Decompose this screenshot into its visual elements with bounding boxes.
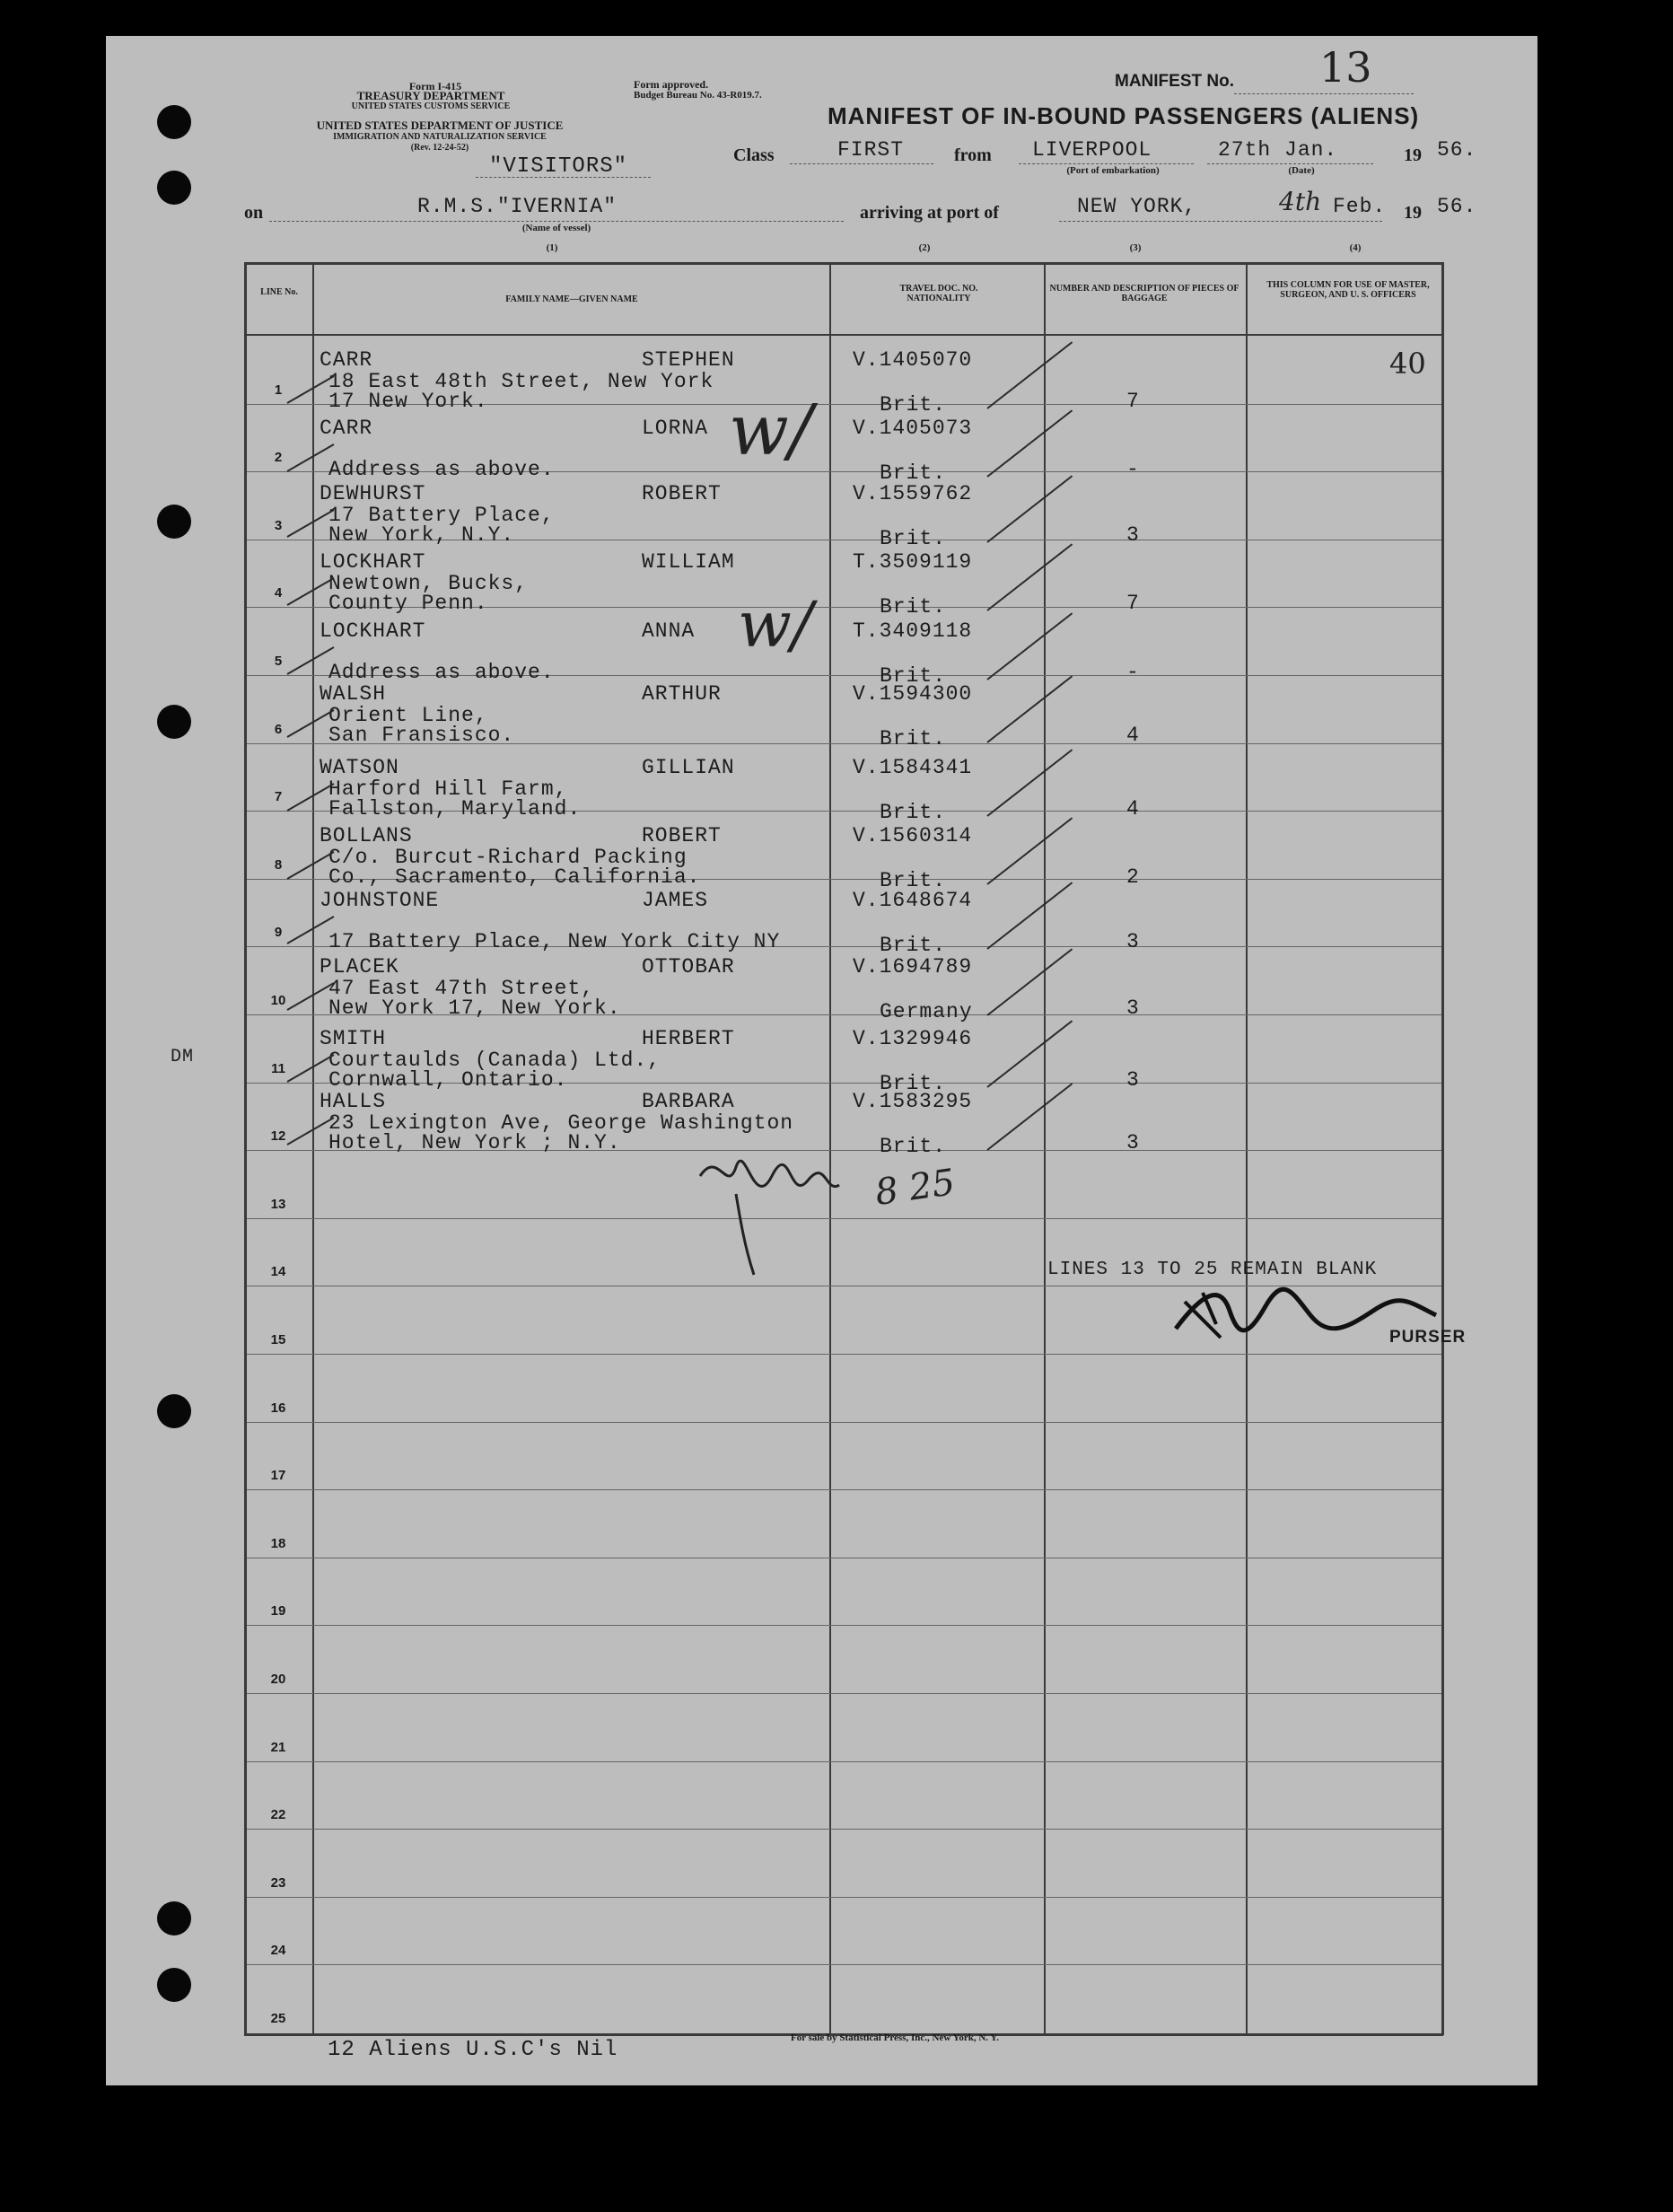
column-header-line-no: LINE No. bbox=[260, 287, 298, 297]
travel-document-number: V.1559762 bbox=[853, 482, 973, 505]
nationality: Brit. bbox=[880, 1135, 947, 1158]
department-line: UNITED STATES CUSTOMS SERVICE bbox=[351, 101, 511, 111]
line-number: 12 bbox=[270, 1128, 286, 1145]
approval-note: Form approved. bbox=[634, 78, 709, 91]
row-divider bbox=[247, 1964, 1441, 1965]
passenger-given-name: STEPHEN bbox=[642, 348, 735, 372]
passenger-family-name: CARR bbox=[320, 348, 373, 372]
passenger-address-line: Fallston, Maryland. bbox=[328, 797, 582, 821]
column-header-name: FAMILY NAME—GIVEN NAME bbox=[505, 294, 638, 304]
passenger-address-line: New York 17, New York. bbox=[328, 996, 621, 1020]
nationality: Brit. bbox=[880, 664, 947, 688]
handwritten-w: w/ bbox=[729, 391, 813, 471]
baggage-count: 3 bbox=[1126, 1131, 1140, 1154]
line-number: 17 bbox=[270, 1468, 286, 1484]
passenger-given-name: ANNA bbox=[642, 619, 696, 643]
arriving-label: arriving at port of bbox=[860, 203, 999, 223]
department-line: TREASURY DEPARTMENT bbox=[356, 89, 505, 102]
passenger-address-line: San Fransisco. bbox=[328, 724, 515, 747]
passenger-address-line: Newtown, Bucks, bbox=[328, 572, 529, 595]
baggage-count: 3 bbox=[1126, 996, 1140, 1020]
date-caption: (Date) bbox=[1288, 165, 1315, 176]
nationality: Brit. bbox=[880, 934, 947, 957]
line-number: 6 bbox=[274, 721, 283, 737]
nationality: Brit. bbox=[880, 527, 947, 550]
travel-document-number: V.1560314 bbox=[853, 824, 973, 847]
nationality: Brit. bbox=[880, 595, 947, 619]
vessel-caption: (Name of vessel) bbox=[521, 223, 591, 233]
line-number: 24 bbox=[270, 1943, 286, 1959]
remain-blank-note: LINES 13 TO 25 REMAIN BLANK bbox=[1047, 1260, 1378, 1280]
line-number: 3 bbox=[274, 517, 283, 533]
manifest-number: 13 bbox=[1319, 43, 1372, 92]
passenger-family-name: WALSH bbox=[320, 682, 387, 706]
passenger-address-line: 17 New York. bbox=[328, 390, 488, 413]
line-number: 14 bbox=[270, 1264, 286, 1280]
year-value: 56. bbox=[1437, 138, 1477, 162]
column-index: (1) bbox=[546, 242, 558, 253]
row-divider bbox=[247, 1354, 1441, 1355]
handwritten-initials bbox=[691, 1140, 853, 1284]
line-number: 9 bbox=[274, 925, 283, 941]
passenger-given-name: WILLIAM bbox=[642, 550, 735, 574]
handwritten-w: w/ bbox=[738, 588, 813, 662]
travel-document-number: V.1594300 bbox=[853, 682, 973, 706]
punch-hole bbox=[157, 1394, 191, 1428]
punch-hole bbox=[157, 1968, 191, 2002]
passenger-address-line: 23 Lexington Ave, George Washington bbox=[328, 1111, 794, 1135]
passenger-address-line: C/o. Burcut-Richard Packing bbox=[328, 846, 688, 869]
year-value: 56. bbox=[1437, 195, 1477, 218]
passenger-family-name: LOCKHART bbox=[320, 550, 426, 574]
line-number: 10 bbox=[270, 993, 286, 1008]
baggage-count: 4 bbox=[1126, 797, 1140, 821]
form-number: Form I-415 bbox=[408, 80, 462, 92]
column-header-officers: THIS COLUMN FOR USE OF MASTER, SURGEON, AND U. S. OFFICERS bbox=[1266, 280, 1430, 300]
travel-document-number: V.1694789 bbox=[853, 955, 973, 979]
arrival-day: 4th bbox=[1279, 187, 1322, 216]
passenger-address-line: Hotel, New York ; N.Y. bbox=[328, 1131, 621, 1154]
passenger-address-line: New York, N.Y. bbox=[328, 523, 515, 547]
passenger-address-line: County Penn. bbox=[328, 592, 488, 615]
punch-hole bbox=[157, 505, 191, 539]
line-number: 2 bbox=[274, 450, 283, 466]
column-index: (2) bbox=[918, 242, 931, 253]
baggage-count: 7 bbox=[1126, 390, 1140, 413]
line-number: 8 bbox=[274, 856, 283, 873]
nationality: Brit. bbox=[880, 1072, 947, 1095]
row-divider bbox=[247, 1489, 1441, 1490]
passenger-given-name: BARBARA bbox=[642, 1090, 735, 1113]
passenger-address-line: 18 East 48th Street, New York bbox=[328, 370, 714, 393]
passenger-address-line: Address as above. bbox=[328, 661, 555, 684]
passenger-address-line: Orient Line, bbox=[328, 704, 488, 727]
alien-count-note: 12 Aliens U.S.C's Nil bbox=[328, 2038, 618, 2062]
travel-document-number: T.3409118 bbox=[853, 619, 973, 643]
line-number: 16 bbox=[270, 1400, 286, 1416]
row-divider bbox=[247, 1829, 1441, 1830]
row-divider bbox=[247, 1422, 1441, 1423]
department-line: UNITED STATES DEPARTMENT OF JUSTICE bbox=[316, 118, 564, 132]
passenger-family-name: HALLS bbox=[320, 1090, 387, 1113]
passenger-address-line: Harford Hill Farm, bbox=[328, 777, 568, 801]
line-number: 18 bbox=[270, 1535, 286, 1551]
arrival-port: NEW YORK, bbox=[1077, 195, 1197, 218]
line-number: 23 bbox=[270, 1874, 286, 1891]
passenger-given-name: HERBERT bbox=[642, 1027, 735, 1050]
line-number: 15 bbox=[270, 1332, 286, 1347]
officer-mark: 40 bbox=[1389, 347, 1426, 381]
document-title: MANIFEST OF IN-BOUND PASSENGERS (ALIENS) bbox=[828, 102, 1420, 129]
column-index: (3) bbox=[1129, 242, 1142, 253]
passenger-address-line: 47 East 47th Street, bbox=[328, 977, 595, 1000]
passenger-address-line: Address as above. bbox=[328, 458, 555, 481]
row-divider bbox=[247, 1625, 1441, 1626]
embarkation-caption: (Port of embarkation) bbox=[1066, 165, 1160, 176]
passenger-address-line: Courtaulds (Canada) Ltd., bbox=[328, 1049, 661, 1072]
column-header-baggage: NUMBER AND DESCRIPTION OF PIECES OF BAGGAGE bbox=[1049, 284, 1239, 303]
handwritten-annotation: 8 25 bbox=[872, 1162, 958, 1214]
punch-hole bbox=[157, 705, 191, 739]
passenger-family-name: LOCKHART bbox=[320, 619, 426, 643]
nationality: Brit. bbox=[880, 393, 947, 417]
arrival-month: Feb. bbox=[1333, 195, 1387, 218]
passenger-given-name: ROBERT bbox=[642, 482, 722, 505]
nationality: Brit. bbox=[880, 727, 947, 750]
margin-note: DM bbox=[171, 1047, 195, 1067]
column-index: (4) bbox=[1349, 242, 1362, 253]
line-number: 20 bbox=[270, 1672, 286, 1687]
punch-hole bbox=[157, 171, 191, 205]
passenger-given-name: ROBERT bbox=[642, 824, 722, 847]
line-number: 5 bbox=[274, 654, 283, 669]
line-number: 13 bbox=[270, 1196, 286, 1212]
port-of-embarkation: LIVERPOOL bbox=[1032, 138, 1152, 162]
line-number: 11 bbox=[271, 1060, 285, 1076]
punch-hole bbox=[157, 1901, 191, 1936]
class-label: Class bbox=[733, 145, 775, 165]
nationality: Brit. bbox=[880, 869, 947, 892]
passenger-family-name: BOLLANS bbox=[320, 824, 413, 847]
baggage-count: 3 bbox=[1126, 930, 1140, 953]
travel-document-number: V.1329946 bbox=[853, 1027, 973, 1050]
passenger-family-name: CARR bbox=[320, 417, 373, 440]
from-label: from bbox=[954, 145, 992, 165]
passenger-family-name: WATSON bbox=[320, 756, 399, 779]
passenger-address-line: Cornwall, Ontario. bbox=[328, 1068, 568, 1092]
passenger-family-name: DEWHURST bbox=[320, 482, 426, 505]
row-divider bbox=[247, 1693, 1441, 1694]
passenger-address-line: 17 Battery Place, bbox=[328, 504, 555, 527]
line-number: 1 bbox=[274, 382, 283, 398]
printer-footer: For sale by Statistical Press, Inc., New York, N. Y. bbox=[790, 2032, 1000, 2043]
baggage-count: 3 bbox=[1126, 1068, 1140, 1092]
baggage-count: 3 bbox=[1126, 523, 1140, 547]
line-number: 4 bbox=[274, 585, 283, 601]
passenger-family-name: PLACEK bbox=[320, 955, 399, 979]
travel-document-number: V.1405070 bbox=[853, 348, 973, 372]
passenger-given-name: JAMES bbox=[642, 889, 709, 912]
class-value: FIRST bbox=[837, 138, 905, 162]
row-divider bbox=[247, 1761, 1441, 1762]
baggage-count: - bbox=[1126, 458, 1140, 481]
baggage-count: 4 bbox=[1126, 724, 1140, 747]
nationality: Brit. bbox=[880, 461, 947, 485]
line-number: 25 bbox=[270, 2011, 286, 2026]
passenger-address-line: 17 Battery Place, New York City NY bbox=[328, 930, 781, 953]
nationality: Germany bbox=[880, 1000, 973, 1023]
departure-date: 27th Jan. bbox=[1218, 138, 1338, 162]
travel-document-number: V.1583295 bbox=[853, 1090, 973, 1113]
travel-document-number: T.3509119 bbox=[853, 550, 973, 574]
passenger-family-name: SMITH bbox=[320, 1027, 387, 1050]
line-number: 7 bbox=[274, 789, 283, 805]
department-line: IMMIGRATION AND NATURALIZATION SERVICE bbox=[333, 132, 547, 142]
column-header-travel-doc: TRAVEL DOC. NO. NATIONALITY bbox=[899, 284, 978, 303]
passenger-given-name: LORNA bbox=[642, 417, 709, 440]
passenger-given-name: OTTOBAR bbox=[642, 955, 735, 979]
manifest-number-label: MANIFEST No. bbox=[1115, 72, 1234, 91]
on-label: on bbox=[244, 203, 264, 223]
line-number: 19 bbox=[270, 1603, 286, 1620]
line-number: 21 bbox=[270, 1739, 286, 1755]
visitors-stamp: "VISITORS" bbox=[489, 154, 628, 179]
year-prefix: 19 bbox=[1404, 203, 1422, 223]
passenger-address-line: Co., Sacramento, California. bbox=[328, 865, 701, 889]
travel-document-number: V.1648674 bbox=[853, 889, 973, 912]
travel-document-number: V.1584341 bbox=[853, 756, 973, 779]
passenger-given-name: ARTHUR bbox=[642, 682, 722, 706]
baggage-count: - bbox=[1126, 661, 1140, 684]
row-divider bbox=[247, 1897, 1441, 1898]
purser-label: PURSER bbox=[1389, 1328, 1467, 1347]
passenger-family-name: JOHNSTONE bbox=[320, 889, 440, 912]
passenger-given-name: GILLIAN bbox=[642, 756, 735, 779]
baggage-count: 2 bbox=[1126, 865, 1140, 889]
punch-hole bbox=[157, 105, 191, 139]
nationality: Brit. bbox=[880, 801, 947, 824]
vessel-name: R.M.S."IVERNIA" bbox=[417, 195, 618, 218]
year-prefix: 19 bbox=[1404, 145, 1422, 165]
baggage-count: 7 bbox=[1126, 592, 1140, 615]
travel-document-number: V.1405073 bbox=[853, 417, 973, 440]
approval-note: Budget Bureau No. 43-R019.7. bbox=[634, 90, 762, 101]
line-number: 22 bbox=[270, 1807, 286, 1823]
revision-date: (Rev. 12-24-52) bbox=[410, 143, 469, 153]
